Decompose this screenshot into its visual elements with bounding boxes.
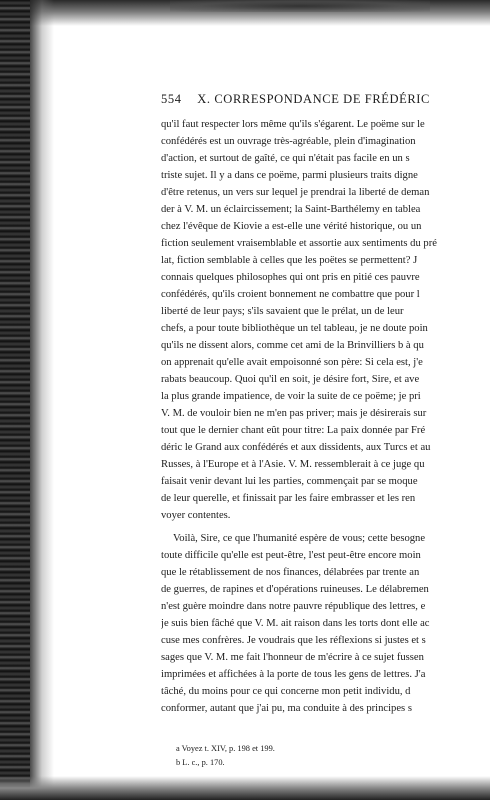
footnote-a: a Voyez t. XIV, p. 198 et 199. (176, 744, 275, 753)
text-line: Voilà, Sire, ce que l'humanité espère de vous; cette besogne (173, 533, 426, 544)
text-line: confédérés, qu'ils croient bonnement ne combattre que pour l (161, 289, 420, 300)
text-line: rabats beaucoup. Quoi qu'il en soit, je désire fort, Sire, et ave (161, 374, 420, 385)
text-line: faisait venir devant lui les parties, commençait par se moque (161, 476, 418, 487)
text-line: de guerres, de rapines et d'opérations ruineuses. Le délabremen (161, 584, 429, 595)
text-line: je suis bien fâché que V. M. ait raison dans les torts dont elle ac (161, 618, 430, 629)
text-line: n'est guère moindre dans notre pauvre république des lettres, e (161, 601, 426, 612)
text-line: voyer contentes. (161, 510, 231, 521)
running-header (161, 92, 490, 107)
page-number: 554 (161, 92, 182, 106)
text-line: V. M. de vouloir bien ne m'en pas priver; mais je désirerais sur (161, 408, 427, 419)
text-line: tout que le dernier chant eût pour titre: La paix donnée par Fré (161, 425, 426, 436)
text-line: conformer, autant que j'ai pu, ma conduite à des principes s (161, 703, 412, 714)
text-line: déric le Grand aux confédérés et aux dissidents, aux Turcs et au (161, 442, 431, 453)
text-line: de leur querelle, et finissait par les faire embrasser et les ren (161, 493, 416, 504)
text-line: chez l'évêque de Kiovie a est-elle une vérité historique, ou un (161, 221, 422, 232)
text-line: lat, fiction semblable à celles que les poëtes se permettent? J (161, 255, 418, 266)
scan-shadow-left-fade (30, 0, 54, 800)
text-line: la plus grande impatience, de voir la suite de ce poëme; je pri (161, 391, 421, 402)
text-line: chefs, a pour toute bibliothèque un tel tableau, je ne doute poin (161, 323, 428, 334)
text-line: sages que V. M. me fait l'honneur de m'écrire à ce sujet fussen (161, 652, 424, 663)
text-line: Russes, à l'Europe et à l'Asie. V. M. ressemblerait à ce juge qu (161, 459, 425, 470)
scan-blotch-top (170, 0, 430, 12)
text-line: on apprenait qu'elle avait empoisonné son père: Si cela est, j'e (161, 357, 423, 368)
text-line: fiction seulement vraisemblable et assortie aux sentiments du pré (161, 238, 437, 249)
scan-shadow-left (0, 0, 30, 800)
text-line: der à V. M. un éclaircissement; la Saint-Barthélemy en tablea (161, 204, 421, 215)
text-line: d'être retenus, un vers sur lequel je prendrai la liberté de deman (161, 187, 430, 198)
book-page (161, 92, 490, 682)
footnote-b: b L. c., p. 170. (176, 758, 225, 767)
text-line: qu'ils ne dissent alors, comme cet ami de la Brinvilliers b à qu (161, 340, 424, 351)
text-line: confédérés est un ouvrage très-agréable, plein d'imagination (161, 136, 416, 147)
text-line: triste sujet. Il y a dans ce poëme, parmi plusieurs traits digne (161, 170, 418, 181)
text-line: connais quelques philosophes qui ont pris en pitié ces pauvre (161, 272, 420, 283)
text-line: d'action, et surtout de gaîté, ce qui n'était pas facile en un s (161, 153, 410, 164)
scan-shadow-bottom (0, 776, 490, 800)
running-title: X. CORRESPONDANCE DE FRÉDÉRIC (197, 92, 430, 106)
text-line: imprimées et affichées à la porte de tous les gens de lettres. J'a (161, 669, 426, 680)
text-line: cuse mes confrères. Je voudrais que les réflexions si justes et s (161, 635, 426, 646)
text-line: liberté de leur pays; s'ils savaient que le prélat, un de leur (161, 306, 404, 317)
text-line: toute difficile qu'elle est peut-être, l'est peut-être encore moin (161, 550, 421, 561)
text-line: qu'il faut respecter lors même qu'ils s'égarent. Le poëme sur le (161, 119, 425, 130)
text-line: tâché, du moins pour ce qui concerne mon petit individu, d (161, 686, 411, 697)
text-line: que le rétablissement de nos finances, délabrées par trente an (161, 567, 420, 578)
